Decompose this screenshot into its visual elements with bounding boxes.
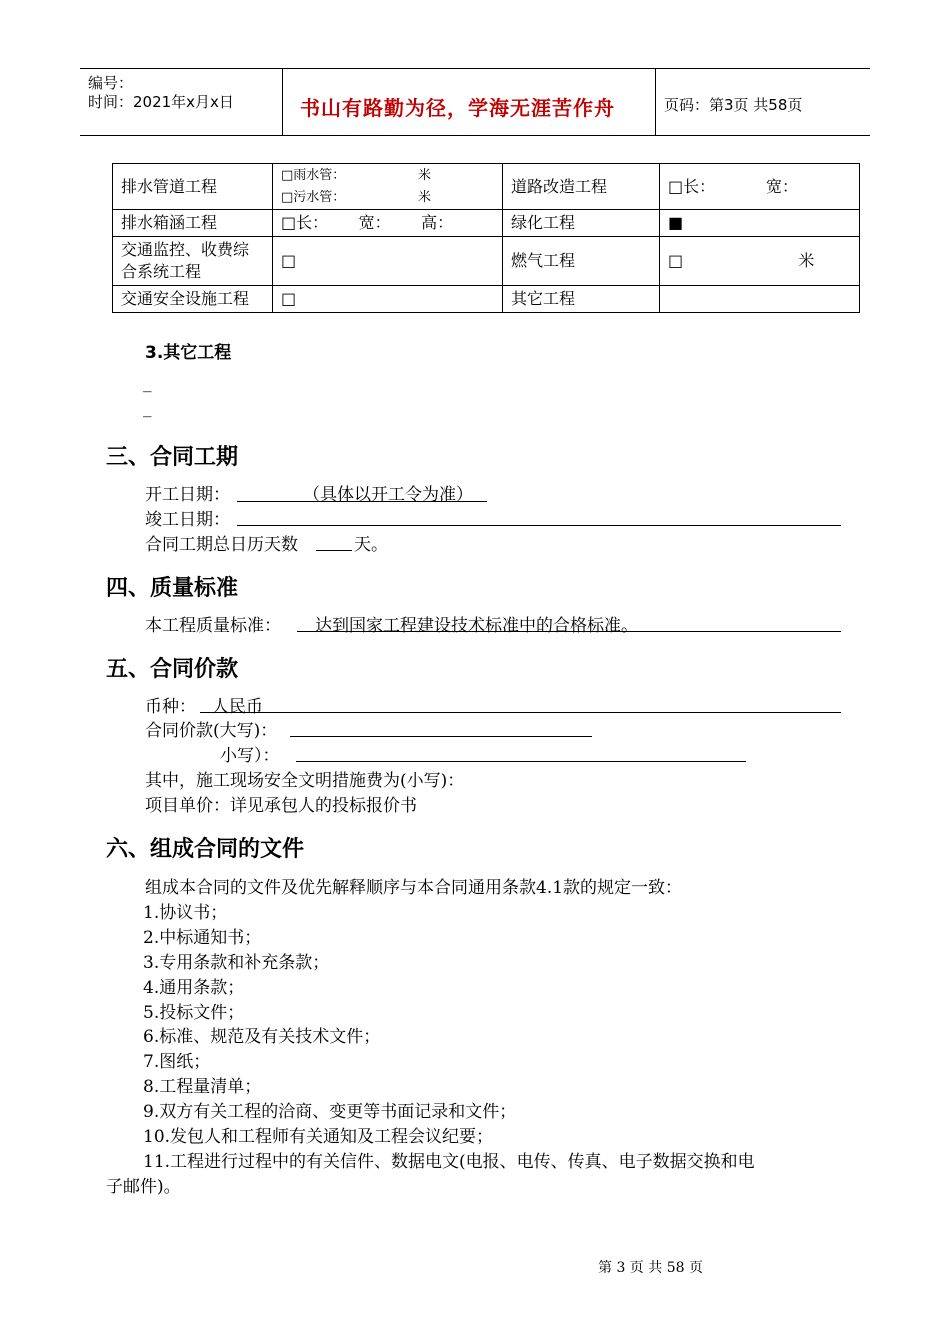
table-row bbox=[113, 237, 860, 286]
documents-intro: 组成本合同的文件及优先解释顺序与本合同通用条款4.1款的规定一致： bbox=[145, 878, 683, 898]
end-date-underline bbox=[237, 525, 841, 526]
list-item: 9.双方有关工程的洽商、变更等书面记录和文件； bbox=[143, 1102, 517, 1122]
sewage-pipe-unit: 米 bbox=[417, 189, 431, 205]
currency-underline bbox=[200, 712, 841, 713]
header-time-label: 时间：2021年x月x日 bbox=[88, 93, 234, 111]
table-cell: 排水箱涵工程 bbox=[113, 210, 273, 237]
table-cell bbox=[660, 237, 860, 286]
header-bottom-rule bbox=[80, 135, 870, 136]
footer-page-number: 第 3 页 共 58 页 bbox=[598, 1260, 703, 1276]
section-title-price: 五、合同价款 bbox=[106, 657, 239, 682]
start-date-label: 开工日期： bbox=[145, 485, 230, 505]
end-date-label: 竣工日期： bbox=[145, 510, 230, 530]
list-item: 7.图纸； bbox=[143, 1052, 211, 1072]
currency-value: 人民币 bbox=[212, 697, 263, 717]
price-lower-underline bbox=[296, 761, 746, 762]
currency-label: 币种： bbox=[145, 697, 196, 717]
list-item: 6.标准、规范及有关技术文件； bbox=[143, 1027, 381, 1047]
header-divider-left bbox=[282, 68, 283, 135]
quality-label: 本工程质量标准： bbox=[145, 616, 281, 636]
table-cell: 绿化工程 bbox=[503, 210, 660, 237]
duration-prefix: 合同工期总日历天数 bbox=[145, 535, 298, 555]
table-cell: □长： 宽： 高： bbox=[273, 210, 503, 237]
header-motto: 书山有路勤为径，学海无涯苦作舟 bbox=[300, 96, 615, 120]
gas-checkbox: □ bbox=[668, 251, 684, 270]
list-item: 10.发包人和工程师有关通知及工程会议纪要； bbox=[143, 1127, 494, 1147]
price-upper-underline bbox=[290, 736, 592, 737]
section-title-contract-documents: 六、组成合同的文件 bbox=[106, 837, 305, 862]
header-top-rule bbox=[80, 68, 870, 69]
table-row bbox=[113, 210, 860, 237]
gas-unit: 米 bbox=[798, 251, 815, 270]
header-number-label: 编号： bbox=[88, 74, 134, 92]
blank-dash: _ bbox=[143, 373, 152, 393]
table-cell: 燃气工程 bbox=[503, 237, 660, 286]
table-cell: 其它工程 bbox=[503, 286, 660, 313]
table-cell: □ bbox=[273, 286, 503, 313]
header-divider-right bbox=[655, 68, 656, 135]
other-works-title: 3.其它工程 bbox=[145, 343, 232, 363]
list-item: 11.工程进行过程中的有关信件、数据电文(电报、电传、传真、电子数据交换和电 bbox=[143, 1152, 755, 1172]
duration-underline bbox=[316, 550, 352, 551]
table-cell: ■ bbox=[660, 210, 860, 237]
start-date-underline bbox=[237, 501, 487, 502]
table-cell: 交通监控、收费综合系统工程 bbox=[113, 237, 273, 286]
table-cell: 道路改造工程 bbox=[503, 164, 660, 210]
price-upper-label: 合同价款(大写)： bbox=[145, 721, 278, 741]
rain-pipe-unit: 米 bbox=[417, 167, 431, 183]
list-item: 2.中标通知书； bbox=[143, 928, 262, 948]
price-lower-label: 小写）： bbox=[220, 746, 280, 766]
blank-dash: _ bbox=[143, 398, 152, 418]
section-title-quality: 四、质量标准 bbox=[106, 576, 239, 601]
table-cell bbox=[273, 164, 503, 210]
rain-pipe-label: □雨水管： bbox=[281, 167, 346, 183]
list-item: 5.投标文件； bbox=[143, 1003, 245, 1023]
quality-value: 达到国家工程建设技术标准中的合格标准。 bbox=[315, 616, 638, 636]
list-item-continuation: 子邮件)。 bbox=[106, 1177, 181, 1197]
list-item: 4.通用条款； bbox=[143, 978, 245, 998]
table-row bbox=[113, 164, 860, 210]
safety-fee-line: 其中，施工现场安全文明措施费为(小写)： bbox=[145, 771, 465, 791]
unit-price-line: 项目单价：详见承包人的投标报价书 bbox=[145, 796, 417, 816]
quality-underline bbox=[297, 631, 841, 632]
header-page-info: 页码：第3页 共58页 bbox=[664, 96, 803, 114]
table-cell bbox=[660, 286, 860, 313]
table-cell: □ bbox=[273, 237, 503, 286]
table-cell: 交通安全设施工程 bbox=[113, 286, 273, 313]
works-table bbox=[112, 163, 860, 313]
table-cell: □长： 宽： bbox=[660, 164, 860, 210]
list-item: 3.专用条款和补充条款； bbox=[143, 953, 330, 973]
list-item: 8.工程量清单； bbox=[143, 1077, 262, 1097]
start-date-value: （具体以开工令为准） bbox=[303, 485, 473, 505]
table-row bbox=[113, 286, 860, 313]
section-title-contract-period: 三、合同工期 bbox=[106, 445, 239, 470]
duration-suffix: 天。 bbox=[354, 535, 388, 555]
sewage-pipe-label: □污水管： bbox=[281, 189, 346, 205]
list-item: 1.协议书； bbox=[143, 903, 228, 923]
table-cell: 排水管道工程 bbox=[113, 164, 273, 210]
